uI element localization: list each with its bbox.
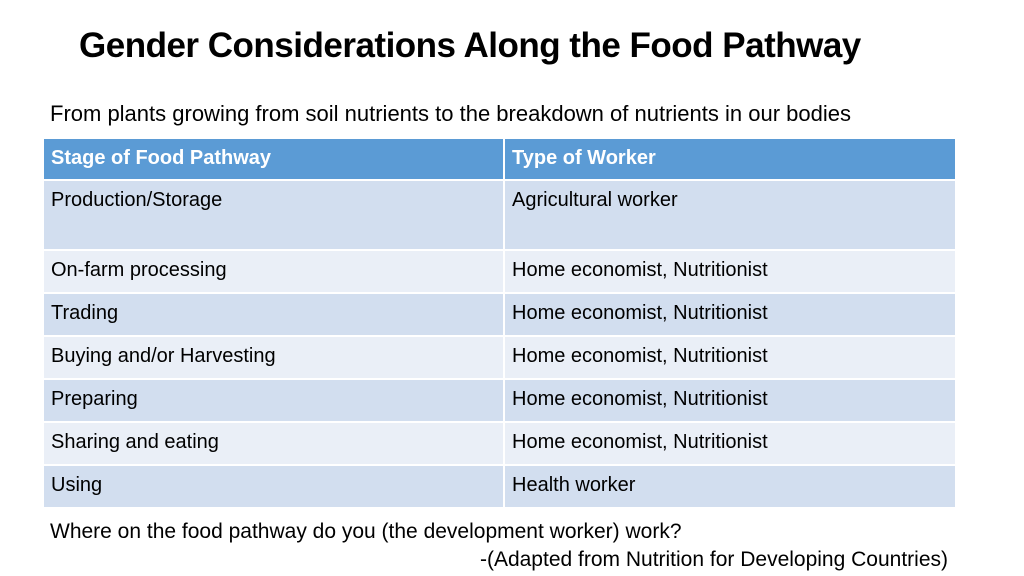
table-row [43, 293, 956, 336]
table-row [43, 336, 956, 379]
table-header-row [43, 138, 956, 180]
question-text: Where on the food pathway do you (the development worker) work? [50, 520, 682, 543]
table-row [43, 379, 956, 422]
stage-cell: Trading [43, 293, 504, 336]
food-pathway-table [42, 137, 957, 509]
header-stage: Stage of Food Pathway [43, 138, 504, 180]
stage-cell: On-farm processing [43, 250, 504, 293]
worker-cell: Agricultural worker [504, 180, 956, 250]
stage-cell: Preparing [43, 379, 504, 422]
slide-title: Gender Considerations Along the Food Pathway [79, 26, 861, 65]
worker-cell: Home economist, Nutritionist [504, 250, 956, 293]
stage-cell: Using [43, 465, 504, 508]
stage-cell: Production/Storage [43, 180, 504, 250]
table-row [43, 465, 956, 508]
intro-text: From plants growing from soil nutrients to the breakdown of nutrients in our bodies [50, 101, 851, 126]
header-worker: Type of Worker [504, 138, 956, 180]
worker-cell: Health worker [504, 465, 956, 508]
table-row [43, 250, 956, 293]
source-citation: -(Adapted from Nutrition for Developing Countries) [479, 548, 948, 571]
stage-cell: Buying and/or Harvesting [43, 336, 504, 379]
worker-cell: Home economist, Nutritionist [504, 336, 956, 379]
worker-cell: Home economist, Nutritionist [504, 422, 956, 465]
table-row [43, 180, 956, 250]
worker-cell: Home economist, Nutritionist [504, 379, 956, 422]
table-row [43, 422, 956, 465]
stage-cell: Sharing and eating [43, 422, 504, 465]
worker-cell: Home economist, Nutritionist [504, 293, 956, 336]
